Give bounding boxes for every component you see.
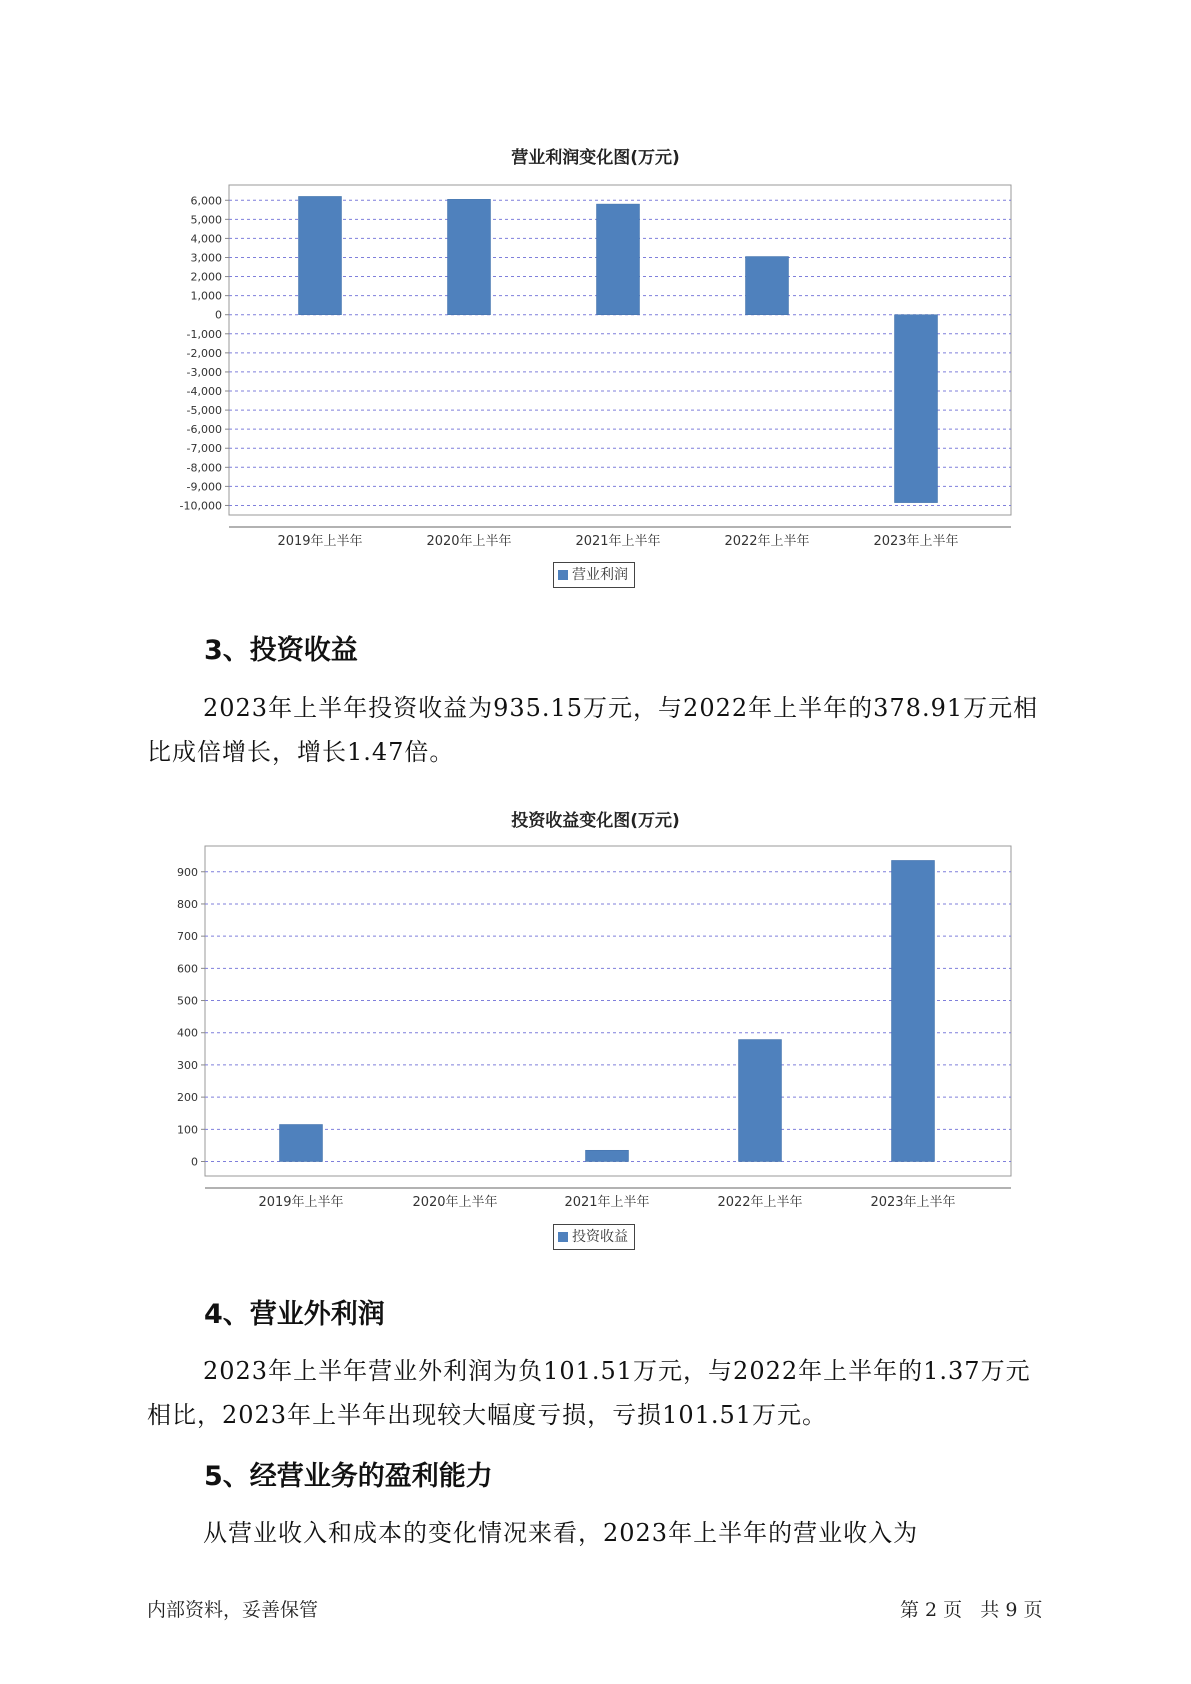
legend-swatch-icon (558, 1232, 568, 1242)
chart1-ytick-label: -3,000 (186, 365, 222, 379)
chart1-xtick-label: 2020年上半年 (426, 534, 512, 549)
chart2-xtick-label: 2021年上半年 (564, 1195, 650, 1210)
chart1-ytick-label: 3,000 (190, 251, 222, 265)
chart1-ytick-label: -4,000 (186, 385, 222, 399)
chart1-ytick-label: -2,000 (186, 346, 222, 360)
footer-confidential: 内部资料，妥善保管 (147, 1599, 319, 1621)
chart2-ytick-label: 700 (177, 930, 198, 944)
chart2-bar (739, 1040, 782, 1162)
chart1-xtick-label: 2023年上半年 (873, 534, 959, 549)
chart2-legend (553, 1224, 635, 1250)
chart2-ytick-label: 600 (177, 962, 198, 976)
section-heading-4: 4、营业外利润 (204, 1299, 385, 1330)
chart2-title: 投资收益变化图(万元) (511, 811, 680, 831)
chart2-xtick-label: 2020年上半年 (412, 1195, 498, 1210)
chart1-xtick-label: 2019年上半年 (277, 534, 363, 549)
chart1-ytick-label: -7,000 (186, 442, 222, 456)
chart2-ytick-label: 0 (191, 1155, 198, 1169)
chart1-ytick-label: -9,000 (186, 480, 222, 494)
chart1-ytick-label: -10,000 (179, 499, 222, 513)
chart1-title: 营业利润变化图(万元) (511, 148, 680, 168)
chart2-ytick-label: 100 (177, 1123, 198, 1137)
section-text-3: 2023年上半年投资收益为935.15万元，与2022年上半年的378.91万元相比成倍增长，增长1.47倍。 (147, 694, 1039, 766)
chart1-ytick-label: 6,000 (190, 194, 222, 208)
chart2-bar (586, 1150, 629, 1161)
chart1-xtick-label: 2022年上半年 (724, 534, 810, 549)
chart2-ytick-label: 200 (177, 1091, 198, 1105)
section-heading-3: 3、投资收益 (204, 635, 358, 666)
chart1-ytick-label: 2,000 (190, 270, 222, 284)
chart2-ytick-label: 800 (177, 897, 198, 911)
chart2-ytick-label: 400 (177, 1026, 198, 1040)
chart1-ytick-label: -8,000 (186, 461, 222, 475)
chart1-ytick-label: -5,000 (186, 404, 222, 418)
chart2-plot-area (205, 846, 1011, 1176)
footer-page-number: 第 2 页 共 9 页 (900, 1599, 1043, 1621)
chart2-xtick-label: 2022年上半年 (717, 1195, 803, 1210)
section-text-5: 从营业收入和成本的变化情况来看，2023年上半年的营业收入为 (203, 1519, 919, 1547)
chart1-ytick-label: 0 (215, 308, 222, 322)
chart2-xtick-label: 2023年上半年 (870, 1195, 956, 1210)
chart2-bar (892, 860, 935, 1161)
chart2-ytick-label: 300 (177, 1058, 198, 1072)
chart2-xtick-label: 2019年上半年 (258, 1195, 344, 1210)
chart1-xtick-label: 2021年上半年 (575, 534, 661, 549)
chart1-ytick-label: 4,000 (190, 232, 222, 246)
chart2-legend-label: 投资收益 (572, 1229, 628, 1245)
chart1-legend-label: 营业利润 (572, 567, 628, 583)
section-text-4: 2023年上半年营业外利润为负101.51万元，与2022年上半年的1.37万元相比，2023年上半年出现较大幅度亏损，亏损101.51万元。 (147, 1357, 1031, 1429)
chart1-ytick-label: -1,000 (186, 327, 222, 341)
chart1-ytick-label: -6,000 (186, 423, 222, 437)
chart2-ytick-label: 900 (177, 865, 198, 879)
chart2-ytick-label: 500 (177, 994, 198, 1008)
chart2-bar (280, 1124, 323, 1161)
section-heading-5: 5、经营业务的盈利能力 (204, 1461, 493, 1492)
chart1-ytick-label: 1,000 (190, 289, 222, 303)
chart1-ytick-label: 5,000 (190, 213, 222, 227)
